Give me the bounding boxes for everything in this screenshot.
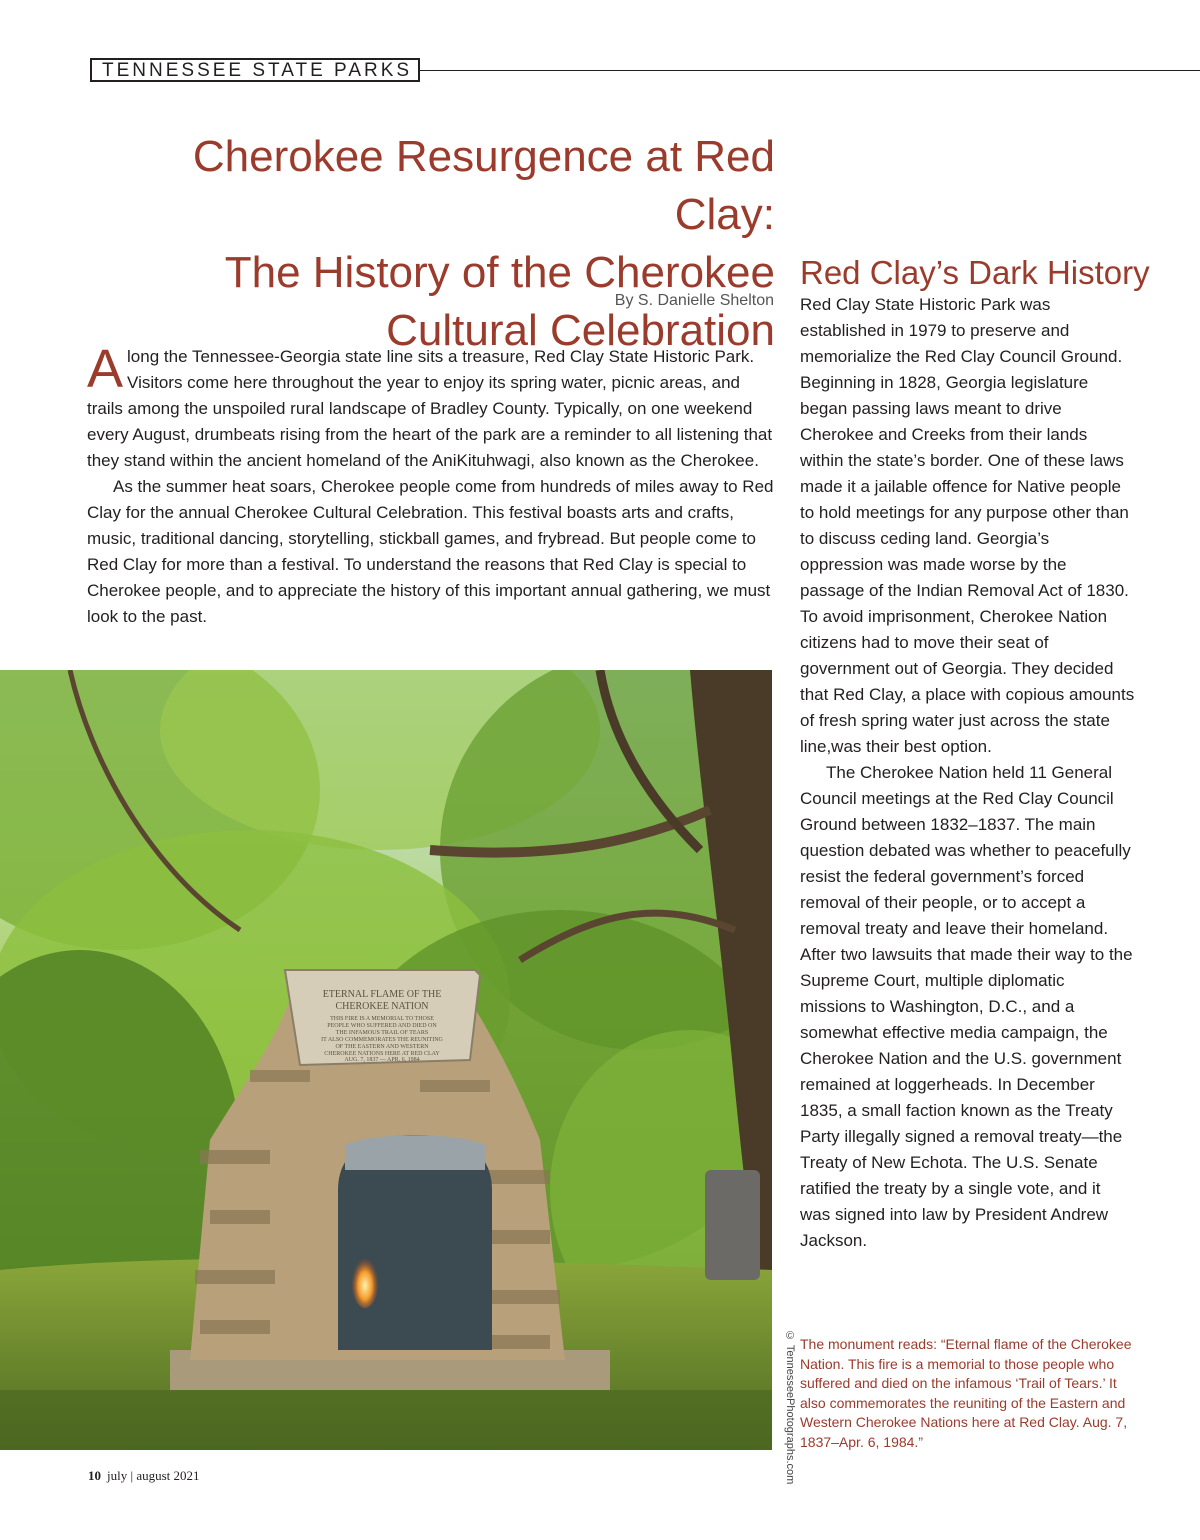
header-rule [420,70,1200,71]
monument-photo [0,670,772,1450]
title-line-1: Cherokee Resurgence at Red Clay: [192,132,775,239]
page-footer [88,1468,200,1484]
title-line-2: The History of the Cherokee [224,248,775,297]
intro-text [87,339,775,630]
plaque-line-6: IT ALSO COMMEMORATES THE REUNITING [321,1037,443,1043]
byline: By S. Danielle Shelton [614,292,774,309]
title-line-3: Cultural Celebration [386,306,775,355]
plaque-line-3: THIS FIRE IS A MEMORIAL TO THOSE [330,1016,434,1022]
photo-caption: The monument reads: “Eternal flame of the Cherokee Nation. This fire is a memorial to those people who suffered and died on the infamous ‘Trail of Tears.’ It also commemorates the reuniting of the Eastern and Western Cherokee Nations here at Red Clay. Aug. 7, 1837–Apr. 6, 1984.” [800,1336,1132,1450]
plaque-line-4: PEOPLE WHO SUFFERED AND DIED ON [327,1023,437,1029]
intro-paragraph-1 [87,339,775,474]
sidebar-paragraph-1: Red Clay State Historic Park was established in 1979 to preserve and memorialize the Red Clay Council Ground. Beginning in 1828, Georgia legislature began passing laws meant to drive Cherokee and Creeks from their lands within the state’s border. One of these laws made it a jailable offence for Native people to hold meetings for any purpose other than to discuss ceding land. Georgia’s oppression was made worse by the passage of the Indian Removal Act of 1830. To avoid imprisonment, Cherokee Nation citizens had to move their seat of government out of Georgia. They decided that Red Clay, a place with copious amounts of fresh spring water just across the state line,was their best option. [800,295,1135,756]
photo-credit: © TennesseePhotographs.com [784,1330,796,1485]
plaque-line-9: AUG. 7, 1837 — APR. 6, 1984 [344,1057,420,1063]
section-label: TENNESSEE STATE PARKS [90,58,420,82]
page-number: 10 [88,1468,101,1483]
sidebar-heading: Red Clay’s Dark History [800,254,1150,291]
intro-paragraph-2: As the summer heat soars, Cherokee people come from hundreds of miles away to Red Clay for the annual Cherokee Cultural Celebration. This festival boasts arts and crafts, music, traditional dancing, storytelling, stickball games, and frybread. But people come to Red Clay for more than a festival. To understand the reasons that Red Clay is special to Cherokee people, and to appreciate the history of this important annual gathering, we must look to the past. [87,477,774,626]
plaque-line-7: OF THE EASTERN AND WESTERN [335,1044,429,1050]
sidebar-text [800,292,1135,1254]
plaque-line-2: CHEROKEE NATION [335,1001,429,1012]
sidebar-paragraph-2: The Cherokee Nation held 11 General Council meetings at the Red Clay Council Ground between 1832–1837. The main question debated was whether to peacefully resist the federal government’s forced removal of their people, or to accept a removal treaty and leave their homeland. After two lawsuits that made their way to the Supreme Court, multiple diplomatic missions to Washington, D.C., and a somewhat effective media campaign, the Cherokee Nation and the U.S. government remained at loggerheads. In December 1835, a small faction known as the Treaty Party illegally signed a removal treaty—the Treaty of New Echota. The U.S. Senate ratified the treaty by a single vote, and it was signed into law by President Andrew Jackson. [800,763,1133,1250]
intro-paragraph-1-text: long the Tennessee-Georgia state line sits a treasure, Red Clay State Historic Park. Visitors come here throughout the year to enjoy its spring water, picnic areas, and trails among the unspoiled rural landscape of Bradley County. Typically, on one weekend every August, drumbeats rising from the heart of the park are a reminder to all listening that they stand within the ancient homeland of the AniKituhwagi, also known as the Cherokee. [87,347,773,470]
article-title [90,128,775,360]
plaque-line-8: CHEROKEE NATIONS HERE AT RED CLAY [324,1051,440,1057]
plaque-line-1: ETERNAL FLAME OF THE [322,989,442,1000]
issue-date: july | august 2021 [107,1468,200,1483]
drop-cap: A [87,339,124,399]
plaque-line-5: THE INFAMOUS TRAIL OF TEARS [335,1030,429,1036]
